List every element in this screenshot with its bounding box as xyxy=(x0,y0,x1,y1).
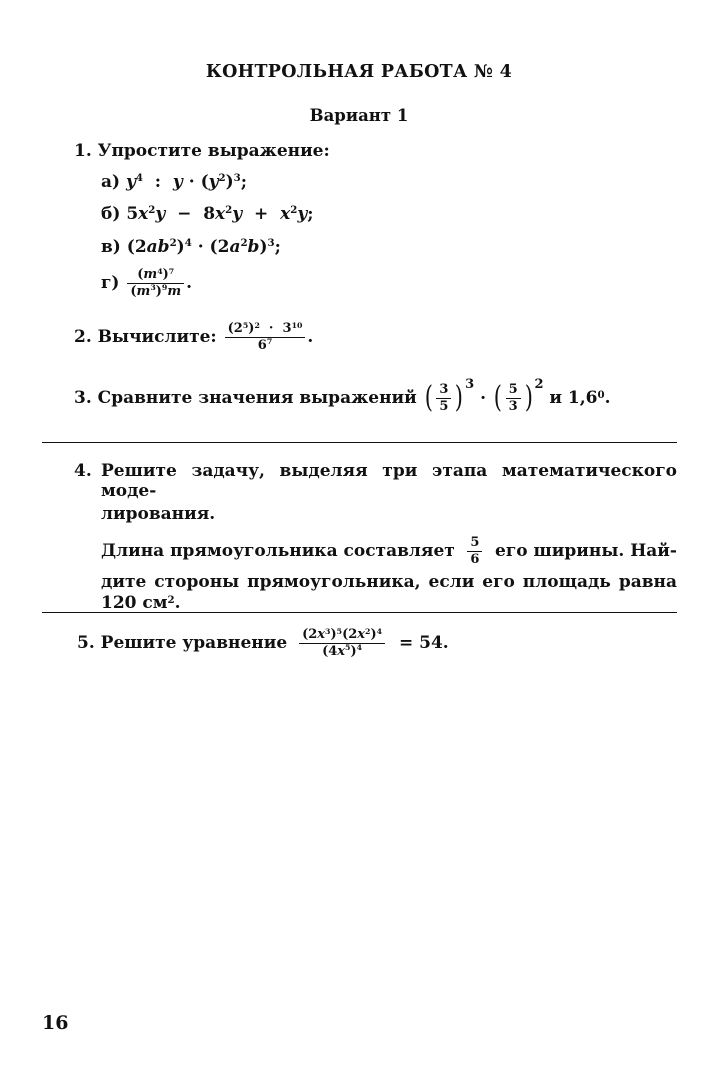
task-3-number: 3. xyxy=(74,388,92,409)
task-1a-expression: $y^4$ : $y \cdot (y^2)^3$; xyxy=(125,172,248,192)
task-3-text: Сравните значения выражений xyxy=(97,388,417,409)
task-5-fraction: $\frac{(2x^3)^5(2x^2)^4}{(4x^5)^4}$ xyxy=(299,628,385,658)
task-1g: г) $\frac{(m^4)^7}{(m^3)^9m}$ . xyxy=(101,266,193,299)
task-1a-label: а) xyxy=(101,172,121,192)
task-4-line-1: 4. Решите задачу, выделяя три этапа математического моде- xyxy=(74,461,677,501)
task-1v xyxy=(101,237,281,257)
task-4-line-2: лирования. xyxy=(101,504,216,524)
task-1-text: Упростите выражение: xyxy=(97,141,330,161)
task-4-line-3: Длина прямоугольника составляет $\frac{5}{6}$ его ширины. Най- xyxy=(101,535,677,567)
task-1b-expression: $5x^2y - 8x^2y + x^2y$; xyxy=(126,204,314,224)
task-1-heading xyxy=(74,141,330,161)
task-2-fraction: $\frac{(2^5)^2 \cdot 3^{10}}{6^7}$ xyxy=(225,322,306,352)
task-3 xyxy=(74,377,611,416)
page-title: КОНТРОЛЬНАЯ РАБОТА № 4 xyxy=(205,62,513,82)
task-1b xyxy=(101,204,313,224)
task-1v-expression: $(2ab^2)^4 \cdot (2a^2b)^3$; xyxy=(126,237,281,257)
task-2: 2. Вычислите: $\frac{(2^5)^2 \cdot 3^{10}}{6^7}$ . xyxy=(74,320,314,353)
task-3-tail: и $1,6^0$. xyxy=(549,388,611,409)
page-number: 16 xyxy=(42,1012,69,1034)
task-2-text: Вычислите: xyxy=(97,327,217,348)
task-5-text: Решите уравнение xyxy=(100,633,288,654)
task-4-line-4: дите стороны прямоугольника, если его площадь равна xyxy=(101,572,677,593)
task-1g-label: г) xyxy=(101,273,120,294)
variant-heading: Вариант 1 xyxy=(309,106,409,125)
task-4-line-5: 120 $см^2$. xyxy=(101,593,181,614)
divider-1 xyxy=(42,442,677,443)
task-5-rhs: = 54. xyxy=(398,633,449,654)
task-3-expression: ( $\frac{3}{5}$ ) $^3$ · ( $\frac{5}{3}$ ) $^2$ xyxy=(424,377,544,416)
task-1g-fraction: $\frac{(m^4)^7}{(m^3)^9m}$ xyxy=(127,268,184,298)
task-1-number: 1. xyxy=(74,141,92,161)
task-1v-label: в) xyxy=(101,237,121,257)
task-1b-label: б) xyxy=(101,204,121,224)
task-4-fraction: $\frac{5}{6}$ xyxy=(467,536,482,566)
divider-2 xyxy=(42,612,677,613)
task-5-number: 5. xyxy=(77,633,95,654)
task-4-number: 4. xyxy=(74,461,92,481)
task-5 xyxy=(77,628,449,658)
task-1a xyxy=(101,172,247,192)
task-4 xyxy=(74,461,677,613)
task-2-number: 2. xyxy=(74,327,92,348)
